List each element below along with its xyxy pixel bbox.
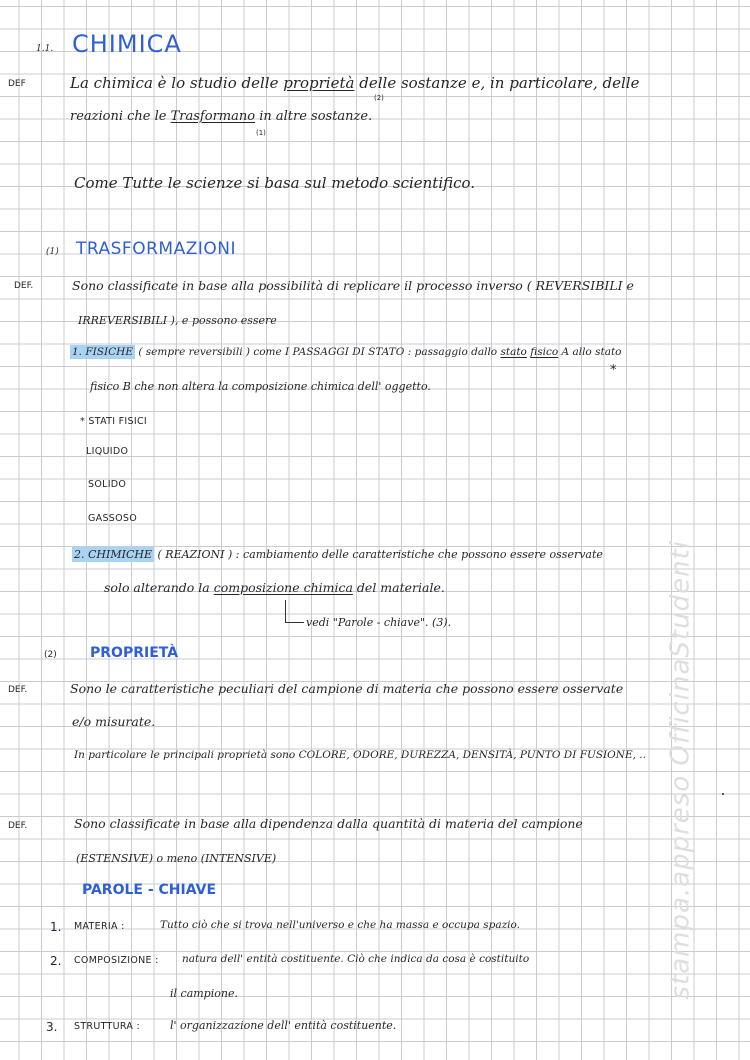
section-number: (1) <box>46 247 59 257</box>
heading-proprieta: PROPRIETÀ <box>90 645 179 661</box>
chimiche-text: ( REAZIONI ) : cambiamento delle caratteristiche che possono essere osservate <box>157 548 603 561</box>
keyword-definition: natura dell' entità costituente. Ciò che indica da cosa è costituito <box>182 953 530 965</box>
proprieta-line4: Sono classificate in base alla dipendenza dalla quantità di materia del campione <box>74 816 583 831</box>
trasf-line1: Sono classificate in base alla possibilità di replicare il processo inverso ( REVERSIBILI e <box>72 278 634 293</box>
def-text: reazioni che le <box>70 109 167 124</box>
stray-dot <box>722 793 724 795</box>
chimiche-line2 <box>104 582 445 595</box>
asterisk-mark: * <box>610 363 617 378</box>
trasf-line2: IRREVERSIBILI ), e possono essere <box>78 314 277 327</box>
keyword-definition-cont: il campione. <box>170 987 238 1000</box>
proprieta-line5: (ESTENSIVE) o meno (INTENSIVE) <box>76 852 277 865</box>
def-text: in altre sostanze. <box>259 109 373 124</box>
def-text: delle sostanze e, in particolare, delle <box>359 74 640 92</box>
highlight-fisiche: 1. FISICHE <box>72 346 133 358</box>
keyword-definition: l' organizzazione dell' entità costituente. <box>170 1019 397 1032</box>
keyword-definition: Tutto ciò che si trova nell'universo e che ha massa e occupa spazio. <box>160 919 520 931</box>
def-keyword-proprieta: proprietà <box>283 74 355 92</box>
def-chimica-line1 <box>70 76 639 91</box>
def-tag: DEF. <box>8 685 28 695</box>
def-tag: DEF <box>8 79 26 89</box>
def-tag: DEF. <box>8 821 28 831</box>
keyword-term: MATERIA : <box>74 921 125 932</box>
page-title: CHIMICA <box>72 30 182 58</box>
chimiche-text: del materiale. <box>356 580 445 595</box>
stato-item: SOLIDO <box>88 479 127 490</box>
fisiche-line1 <box>70 347 622 358</box>
def-chimica-line2 <box>70 110 372 123</box>
keyword-term: STRUTTURA : <box>74 1021 141 1032</box>
section-number: 1.1. <box>36 44 54 54</box>
fisiche-stato: stato <box>500 346 527 358</box>
stato-item: LIQUIDO <box>86 446 129 457</box>
chimiche-line1 <box>72 549 603 560</box>
footnote-mark-1: (1) <box>256 129 266 137</box>
stato-item: GASSOSO <box>88 513 138 524</box>
metodo-line: Come Tutte le scienze si basa sul metodo scientifico. <box>74 174 476 192</box>
section-number: (2) <box>44 650 57 660</box>
footnote-mark-2: (2) <box>374 94 384 102</box>
stati-header: * STATI FISICI <box>80 416 147 427</box>
fisiche-text: A allo stato <box>561 346 622 358</box>
def-tag: DEF. <box>14 281 34 291</box>
fisiche-text: ( sempre reversibili ) come I PASSAGGI DI STATO : passaggio dallo <box>138 346 498 358</box>
keyword-number: 2. <box>50 954 62 968</box>
keyword-number: 1. <box>50 920 62 934</box>
chimiche-text: solo alterando la <box>104 580 210 595</box>
keyword-number: 3. <box>46 1020 58 1034</box>
proprieta-line3: In particolare le principali proprietà sono COLORE, ODORE, DUREZZA, DENSITÀ, PUNTO DI FUSIONE, .. <box>74 749 646 761</box>
watermark: stampa.appreso OfficinaStudenti <box>666 540 696 1000</box>
heading-trasformazioni: TRASFORMAZIONI <box>76 239 236 259</box>
highlight-chimiche: 2. CHIMICHE <box>74 548 152 561</box>
proprieta-line2: e/o misurate. <box>72 714 156 729</box>
heading-parole-chiave: PAROLE - CHIAVE <box>82 882 217 898</box>
vedi-reference: vedi "Parole - chiave". (3). <box>306 616 452 629</box>
reference-arrow <box>285 600 304 623</box>
keyword-term: COMPOSIZIONE : <box>74 955 159 966</box>
proprieta-line1: Sono le caratteristiche peculiari del campione di materia che possono essere osservate <box>70 681 624 696</box>
chimiche-composizione: composizione chimica <box>213 580 353 595</box>
fisiche-fisico: fisico <box>530 346 559 358</box>
def-text: La chimica è lo studio delle <box>70 74 279 92</box>
fisiche-line2: fisico B che non altera la composizione chimica dell' oggetto. <box>90 380 431 393</box>
def-keyword-trasformano: Trasformano <box>170 109 256 124</box>
